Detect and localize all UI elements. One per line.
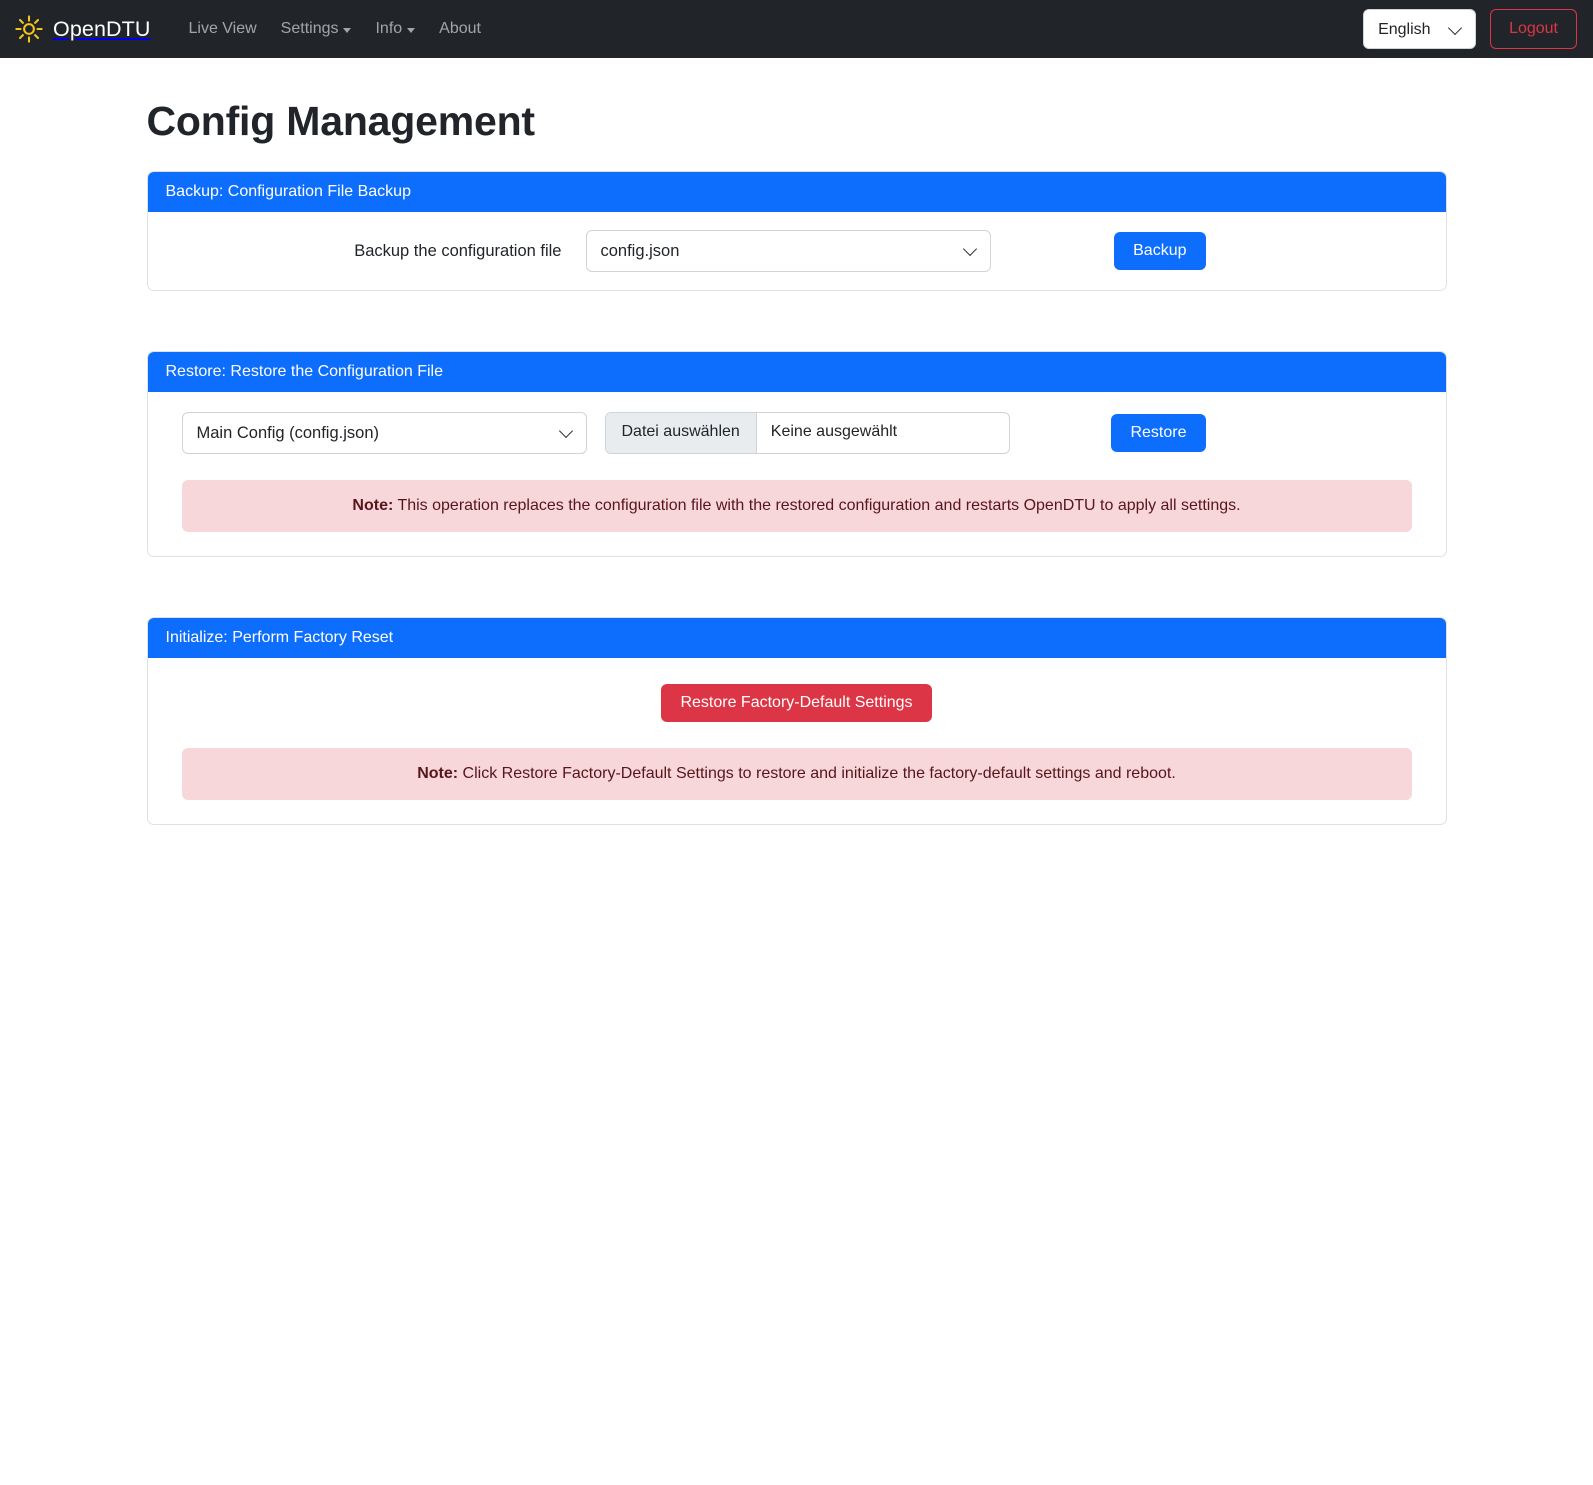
nav-item-settings[interactable] (269, 12, 364, 46)
restore-button-cell (1111, 414, 1427, 452)
nav-label: Info (375, 20, 403, 37)
nav-label: Live View (188, 20, 257, 37)
chevron-down-icon (343, 28, 351, 33)
restore-factory-defaults-button[interactable]: Restore Factory-Default Settings (661, 684, 931, 722)
logout-button[interactable]: Logout (1490, 9, 1577, 49)
nav-item-live-view[interactable] (176, 12, 268, 46)
backup-card (147, 171, 1447, 291)
restore-note-text: This operation replaces the configuration file with the restored configuration and restarts OpenDTU to apply all settings. (397, 497, 1241, 514)
backup-button-cell (1114, 232, 1427, 270)
initialize-card-header: Initialize: Perform Factory Reset (148, 618, 1446, 658)
top-navbar (0, 0, 1593, 58)
nav-item-about[interactable] (427, 12, 493, 46)
restore-card-header: Restore: Restore the Configuration File (148, 352, 1446, 392)
restore-button[interactable]: Restore (1111, 414, 1205, 452)
nav-item-info[interactable] (363, 12, 427, 46)
language-select-wrapper (1363, 9, 1476, 49)
initialize-note-prefix: Note: (417, 765, 459, 782)
backup-button[interactable]: Backup (1114, 232, 1205, 270)
brand-text: OpenDTU (53, 16, 151, 41)
choose-file-button[interactable]: Datei auswählen (606, 413, 757, 453)
backup-row (166, 230, 1428, 272)
navbar-right-group (1363, 9, 1577, 49)
restore-card (147, 351, 1447, 557)
page-container (147, 58, 1447, 1485)
backup-card-body (148, 212, 1446, 290)
backup-card-header: Backup: Configuration File Backup (148, 172, 1446, 212)
nav-label: Settings (280, 20, 339, 37)
chevron-down-icon (407, 28, 415, 33)
backup-file-select[interactable] (586, 230, 991, 272)
restore-file-input[interactable] (605, 412, 1010, 454)
initialize-card (147, 617, 1447, 825)
page-spacer (147, 885, 1447, 1485)
language-select[interactable] (1363, 9, 1476, 49)
sun-icon (14, 14, 44, 44)
initialize-card-body (148, 658, 1446, 824)
initialize-note-text: Click Restore Factory-Default Settings to restore and initialize the factory-default settings and reboot. (462, 765, 1176, 782)
factory-reset-row (166, 676, 1428, 722)
main-nav (176, 12, 493, 46)
restore-config-select[interactable] (182, 412, 587, 454)
restore-config-select-wrapper (182, 412, 587, 454)
initialize-note (182, 748, 1412, 800)
restore-note-prefix: Note: (352, 497, 394, 514)
page-title: Config Management (146, 98, 535, 144)
restore-note (182, 480, 1412, 532)
restore-card-body (148, 392, 1446, 556)
restore-row (166, 410, 1428, 454)
brand-logo[interactable] (14, 14, 150, 44)
backup-file-select-wrapper (586, 230, 991, 272)
chosen-file-name: Keine ausgewählt (770, 423, 898, 440)
nav-label: About (439, 20, 481, 37)
backup-file-label: Backup the configuration file (354, 241, 562, 260)
